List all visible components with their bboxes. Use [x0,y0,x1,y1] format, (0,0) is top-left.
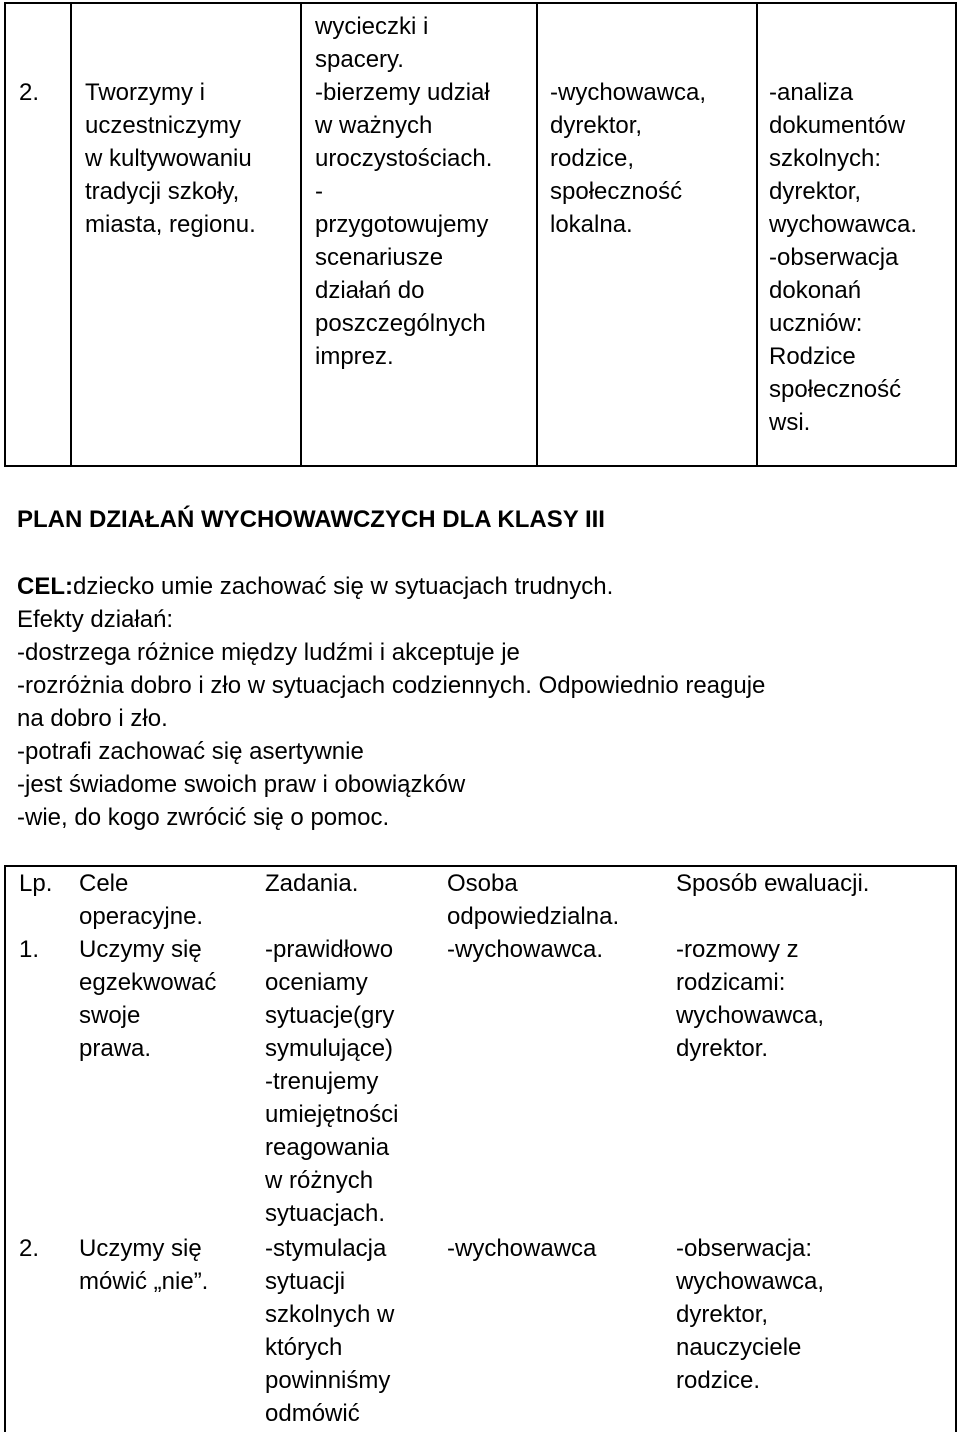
column-divider [536,4,538,465]
osoba-cell: -wychowawca. [447,936,604,963]
header-osoba: Osoba odpowiedzialna. [447,870,620,930]
plan-title: PLAN DZIAŁAŃ WYCHOWAWCZYCH DLA KLASY III [17,506,605,533]
row-number: 2. [19,1235,40,1262]
header-zadania: Zadania. [265,870,359,897]
efekty-item: -dostrzega różnice między ludźmi i akceptuje je [17,639,520,666]
cele-cell: Uczymy się egzekwować swoje prawa. [79,936,217,1062]
cel-label: CEL: [17,573,73,600]
header-cele: Cele operacyjne. [79,870,204,930]
efekty-block [17,603,947,834]
ewaluacja-cell: -obserwacja: wychowawca, dyrektor, nauczyciele rodzice. [676,1235,825,1394]
row-number: 1. [19,936,40,963]
efekty-item: -jest świadome swoich praw i obowiązków [17,771,466,798]
column-divider [300,4,302,465]
plan-section [17,503,947,834]
efekty-item: -wie, do kogo zwrócić się o pomoc. [17,804,390,831]
osoba-cell: -wychowawca [447,1235,597,1262]
efekty-item: -rozróżnia dobro i zło w sytuacjach codziennych. Odpowiednio reaguje [17,672,766,699]
column-divider [70,4,72,465]
zadania-cell: -stymulacja sytuacji szkolnych w których powinniśmy odmówić [265,1235,395,1427]
cel-line [17,570,947,603]
cele-cell: Uczymy się mówić „nie”. [79,1235,209,1295]
header-ewaluacja: Sposób ewaluacji. [676,870,870,897]
column-divider [756,4,758,465]
efekty-item: -potrafi zachować się asertywnie [17,738,364,765]
osoba-cell: -wychowawca, dyrektor, rodzice, społeczność lokalna. [550,79,707,238]
ewaluacja-cell: -rozmowy z rodzicami: wychowawca, dyrektor. [676,936,825,1062]
bottom-table [4,865,957,1432]
top-table [4,2,957,467]
zadania-cell: wycieczki i spacery. -bierzemy udział w ważnych uroczystościach. - przygotowujemy scenariusze działań do poszczególnych imprez. [315,13,493,370]
ewaluacja-cell: -analiza dokumentów szkolnych: dyrektor, wychowawca. -obserwacja dokonań uczniów: Rodzice społeczność wsi. [769,79,918,436]
row-number: 2. [19,79,40,106]
header-lp: Lp. [19,870,53,897]
cel-text: dziecko umie zachować się w sytuacjach trudnych. [73,573,614,600]
cele-cell: Tworzymy i uczestniczymy w kultywowaniu tradycji szkoły, miasta, regionu. [85,79,256,238]
efekty-label: Efekty działań: [17,606,174,633]
zadania-cell: -prawidłowo oceniamy sytuacje(gry symulujące) -trenujemy umiejętności reagowania w różnych sytuacjach. [265,936,399,1227]
efekty-item: na dobro i zło. [17,705,168,732]
